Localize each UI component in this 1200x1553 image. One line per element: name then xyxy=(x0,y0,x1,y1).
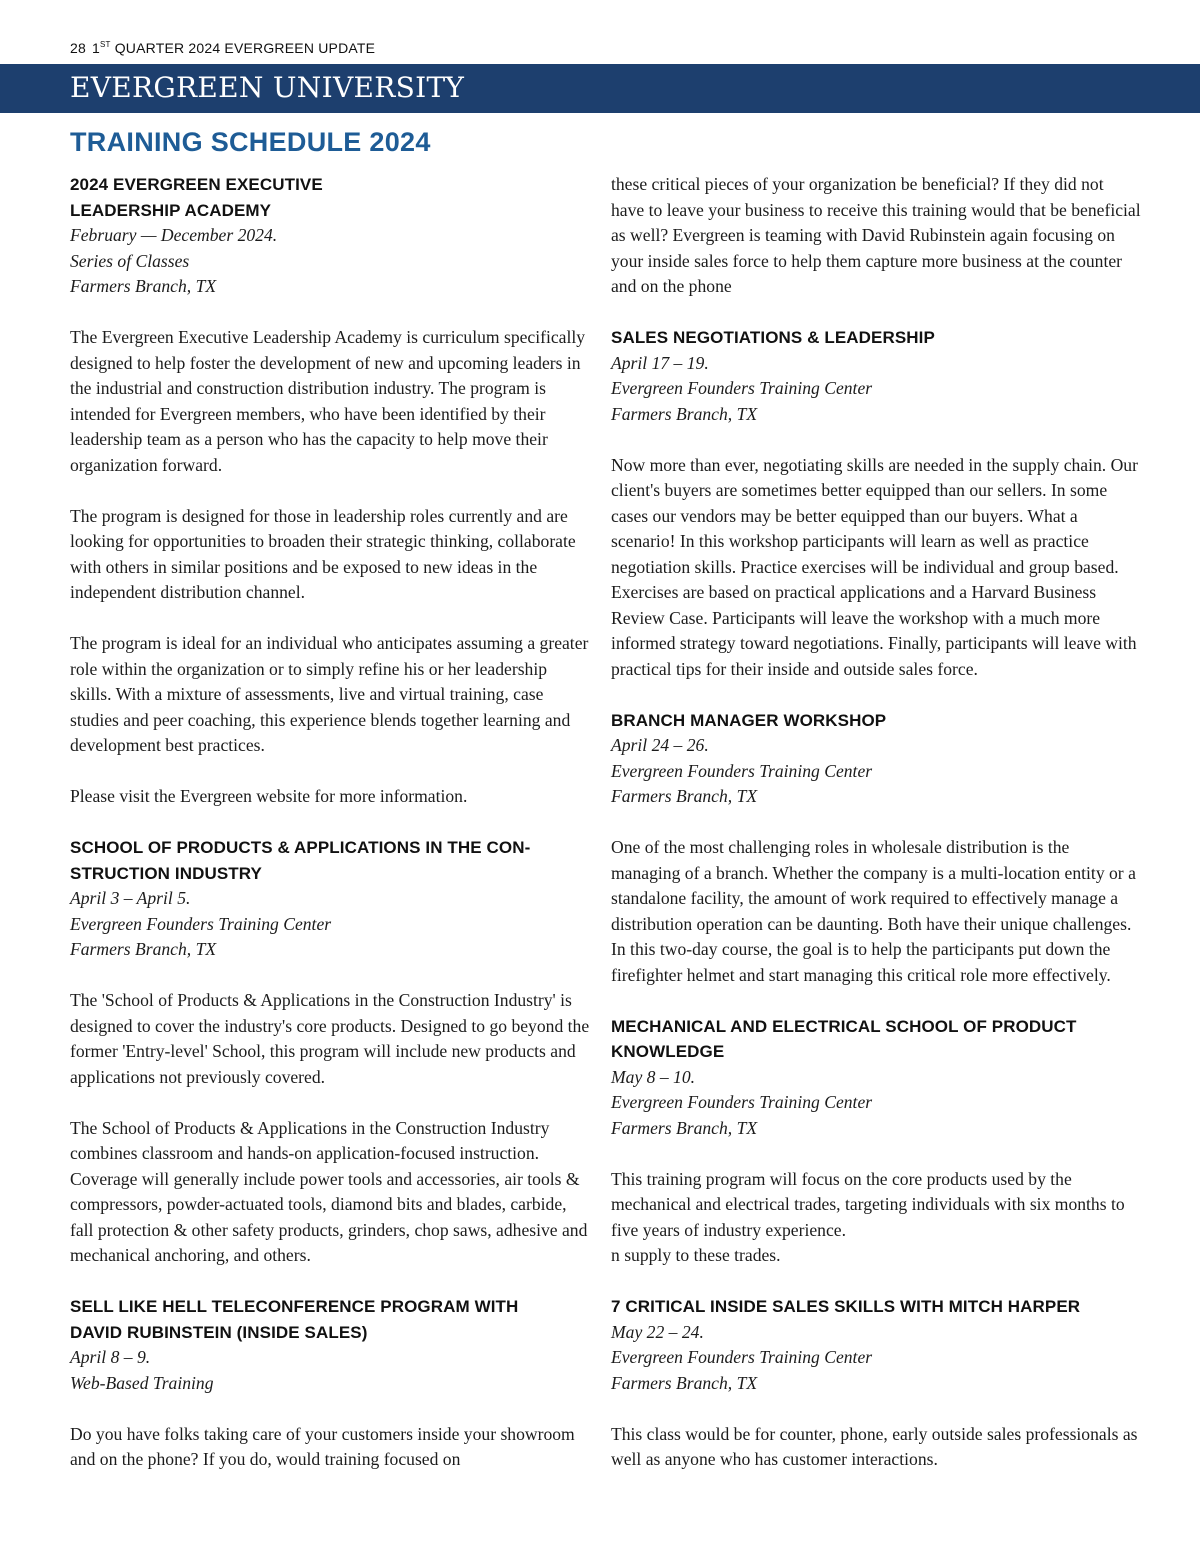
program-title xyxy=(611,1014,1141,1065)
program-meta xyxy=(611,1320,1141,1397)
program-location: Farmers Branch, TX xyxy=(70,276,217,296)
program-title-line: SCHOOL OF PRODUCTS & APPLICATIONS IN THE CON- xyxy=(70,838,531,857)
program-paragraph: The program is designed for those in leadership roles currently and are looking for opportunities to broaden their strategic thinking, collaborate with others in similar positions and be exposed to new ideas in the independent distribution channel. xyxy=(70,505,576,602)
program-meta xyxy=(611,733,1141,810)
program-paragraph: The School of Products & Applications in the Construction Industry combines classroom and hands-on application-focused instruction. Coverage will generally include power tools and accessories, air tools & compressors, powder-actuated tools, diamond bits and blades, carbide, fall protection & other safety products, grinders, chop saws, adhesive and mechanical anchoring, and others. xyxy=(70,1117,588,1265)
banner-title: EVERGREEN UNIVERSITY xyxy=(70,71,465,104)
program-mechanical-electrical xyxy=(611,1014,1141,1269)
program-paragraph: This class would be for counter, phone, early outside sales professionals as well as anyone who has customer interactions. xyxy=(611,1423,1138,1469)
program-dates: May 8 – 10. xyxy=(611,1066,696,1087)
left-column xyxy=(70,172,590,1473)
program-paragraph: Now more than ever, negotiating skills are needed in the supply chain. Our client's buyers are sometimes better equipped than our sellers. In some cases our vendors may be better equipped than our buyers. What a scenario! In this workshop participants will learn as well as practice negotiation skills. Practice exercises will be individual and group based. Exercises are based on practical applications and a Harvard Business Review Case. Participants will leave the workshop with a much more informed strategy toward negotiations. Finally, participants will leave with practical tips for their inside and outside sales force. xyxy=(611,454,1138,679)
page-title: TRAINING SCHEDULE 2024 xyxy=(70,127,431,157)
program-location: Farmers Branch, TX xyxy=(70,939,217,959)
program-title-line: STRUCTION INDUSTRY xyxy=(70,863,262,883)
program-format: Series of Classes xyxy=(70,250,190,271)
program-sales-negotiations xyxy=(611,325,1141,682)
program-title-line: SELL LIKE HELL TELECONFERENCE PROGRAM WITH xyxy=(70,1297,519,1316)
program-title-line: 2024 EVERGREEN EXECUTIVE xyxy=(70,175,323,194)
program-dates: April 3 – April 5. xyxy=(70,888,191,908)
program-sell-like-hell-continued xyxy=(611,172,1141,300)
program-dates: April 8 – 9. xyxy=(70,1347,151,1367)
program-meta xyxy=(70,223,590,300)
program-venue: Evergreen Founders Training Center xyxy=(611,1092,873,1112)
program-title: BRANCH MANAGER WORKSHOP xyxy=(611,710,887,730)
program-dates: April 17 – 19. xyxy=(611,352,709,373)
program-paragraph-fragment: n supply to these trades. xyxy=(611,1245,781,1265)
program-title-line: MECHANICAL AND ELECTRICAL SCHOOL OF PRODUCT xyxy=(611,1016,1077,1036)
program-paragraph: The 'School of Products & Applications in the Construction Industry' is designed to cover the industry's core products. Designed to go beyond the former 'Entry-level' School, this program will include new products and applications not previously covered. xyxy=(70,990,590,1087)
edition-ordinal: ST xyxy=(99,40,111,49)
program-format: Web-Based Training xyxy=(70,1372,214,1393)
program-paragraph-text: This training program will focus on the core products used by the mechanical and electrical trades, targeting individuals with six months to five years of industry experience. xyxy=(611,1168,1125,1240)
program-meta xyxy=(611,351,1141,428)
program-venue: Evergreen Founders Training Center xyxy=(70,913,332,934)
program-dates: February — December 2024. xyxy=(70,225,278,245)
banner xyxy=(0,64,1200,113)
program-location: Farmers Branch, TX xyxy=(611,786,758,806)
program-school-of-products xyxy=(70,835,590,1269)
program-location: Farmers Branch, TX xyxy=(611,403,758,424)
program-title: SALES NEGOTIATIONS & LEADERSHIP xyxy=(611,328,935,347)
program-meta xyxy=(70,1345,590,1396)
edition-label: QUARTER 2024 EVERGREEN UPDATE xyxy=(114,40,376,56)
program-dates: April 24 – 26. xyxy=(611,735,709,755)
program-title-line: DAVID RUBINSTEIN (INSIDE SALES) xyxy=(70,1322,368,1342)
program-title xyxy=(70,1294,590,1345)
program-paragraph: Do you have folks taking care of your customers inside your showroom and on the phone? If you do, would training focused on xyxy=(70,1423,575,1469)
program-venue: Evergreen Founders Training Center xyxy=(611,378,873,398)
program-meta xyxy=(611,1065,1141,1142)
program-paragraph: these critical pieces of your organization be beneficial? If they did not have to leave your business to receive this training would that be beneficial as well? Evergreen is teaming with David Rubinstein again focusing on your inside sales force to help them capture more business at the counter and on the phone xyxy=(611,174,1141,296)
right-column xyxy=(611,172,1141,1473)
program-location: Farmers Branch, TX xyxy=(611,1372,758,1393)
program-dates: May 22 – 24. xyxy=(611,1321,704,1342)
program-paragraph: Please visit the Evergreen website for more information. xyxy=(70,786,468,806)
program-inside-sales-skills xyxy=(611,1294,1141,1473)
program-meta xyxy=(70,886,590,963)
program-title: 7 CRITICAL INSIDE SALES SKILLS WITH MITCH HARPER xyxy=(611,1297,1081,1316)
program-title-line: KNOWLEDGE xyxy=(611,1042,725,1061)
program-leadership-academy xyxy=(70,172,590,810)
program-location: Farmers Branch, TX xyxy=(611,1117,758,1138)
program-venue: Evergreen Founders Training Center xyxy=(611,760,873,781)
program-sell-like-hell xyxy=(70,1294,590,1473)
page-number: 28 xyxy=(70,40,86,56)
program-title xyxy=(70,835,590,886)
program-title xyxy=(70,172,590,223)
program-paragraph xyxy=(611,1167,1141,1269)
edition-number: 1 xyxy=(91,40,100,56)
running-header xyxy=(70,40,375,56)
program-title-line: LEADERSHIP ACADEMY xyxy=(70,200,272,220)
program-venue: Evergreen Founders Training Center xyxy=(611,1347,873,1367)
program-paragraph: The Evergreen Executive Leadership Academy is curriculum specifically designed to help foster the development of new and upcoming leaders in the industrial and construction distribution industry. The program is intended for Evergreen members, who have been identified by their leadership team as a person who has the capacity to help move their organization forward. xyxy=(70,327,586,475)
program-paragraph: One of the most challenging roles in wholesale distribution is the managing of a branch. Whether the company is a multi-location entity or a standalone facility, the amount of work required to effectively manage a distribution operation can be daunting. Both have their unique challenges. In this two-day course, the goal is to help the participants put down the firefighter helmet and start managing this critical role more effectively. xyxy=(611,837,1136,985)
program-paragraph: The program is ideal for an individual who anticipates assuming a greater role within the organization or to simply refine his or her leadership skills. With a mixture of assessments, live and virtual training, case studies and peer coaching, this experience blends together learning and development best practices. xyxy=(70,633,589,755)
program-branch-manager xyxy=(611,708,1141,989)
